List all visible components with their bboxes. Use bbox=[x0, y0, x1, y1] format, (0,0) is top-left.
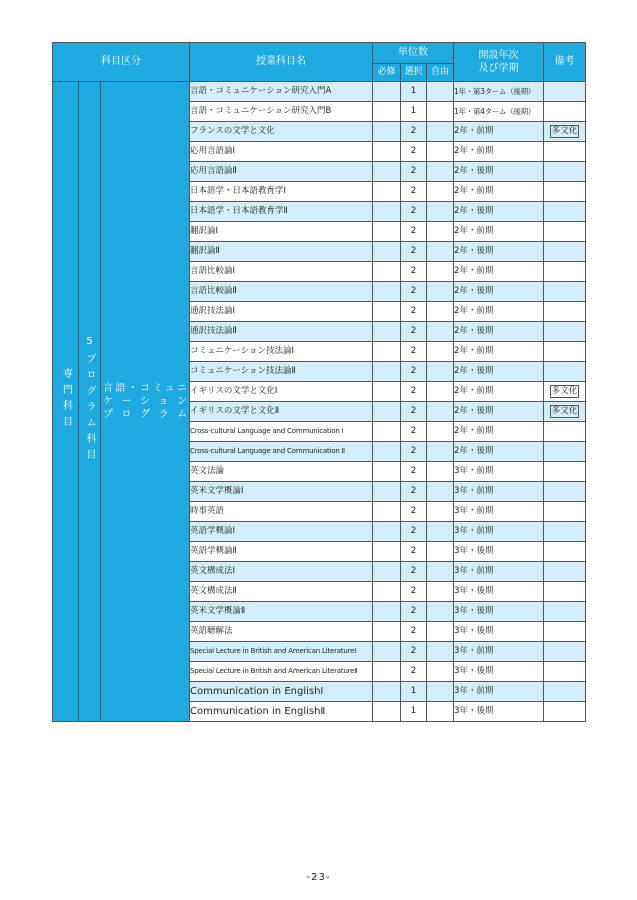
course-name: 言語・コミュニケーション研究入門B bbox=[190, 102, 373, 122]
credits-free bbox=[427, 242, 454, 262]
note-cell bbox=[544, 202, 586, 222]
credits-free bbox=[427, 182, 454, 202]
credits-free bbox=[427, 422, 454, 442]
credits-elective: 2 bbox=[401, 602, 427, 622]
year-term: 2年・後期 bbox=[454, 442, 544, 462]
credits-free bbox=[427, 142, 454, 162]
credits-free bbox=[427, 262, 454, 282]
note-cell bbox=[544, 442, 586, 462]
credits-elective: 2 bbox=[401, 142, 427, 162]
course-name: 言語・コミュニケーション研究入門A bbox=[190, 82, 373, 102]
course-name: フランスの文学と文化 bbox=[190, 122, 373, 142]
course-name: 英文法論 bbox=[190, 462, 373, 482]
course-name: 通訳技法論Ⅱ bbox=[190, 322, 373, 342]
course-name: 応用言語論Ⅰ bbox=[190, 142, 373, 162]
course-name: 英語学概論Ⅰ bbox=[190, 522, 373, 542]
course-name: 通訳技法論Ⅰ bbox=[190, 302, 373, 322]
course-name: 翻訳論Ⅰ bbox=[190, 222, 373, 242]
credits-elective: 1 bbox=[401, 682, 427, 702]
year-term: 3年・後期 bbox=[454, 582, 544, 602]
credits-elective: 2 bbox=[401, 502, 427, 522]
credits-required bbox=[373, 502, 401, 522]
program-name-line: プログラム bbox=[103, 409, 188, 420]
credits-free bbox=[427, 302, 454, 322]
credits-required bbox=[373, 602, 401, 622]
credits-free bbox=[427, 602, 454, 622]
multicultural-tag: 多文化 bbox=[551, 126, 578, 137]
course-name: Communication in EnglishⅡ bbox=[190, 702, 373, 722]
note-cell bbox=[544, 622, 586, 642]
credits-free bbox=[427, 542, 454, 562]
note-cell bbox=[544, 662, 586, 682]
credits-elective: 2 bbox=[401, 662, 427, 682]
curriculum-table bbox=[52, 42, 586, 722]
course-name: コミュニケーション技法論Ⅰ bbox=[190, 342, 373, 362]
course-name: 言語比較論Ⅰ bbox=[190, 262, 373, 282]
credits-elective: 2 bbox=[401, 242, 427, 262]
credits-elective: 2 bbox=[401, 322, 427, 342]
note-cell bbox=[544, 462, 586, 482]
credits-elective: 2 bbox=[401, 442, 427, 462]
note-cell bbox=[544, 422, 586, 442]
credits-required bbox=[373, 542, 401, 562]
year-term: 3年・前期 bbox=[454, 462, 544, 482]
note-cell bbox=[544, 182, 586, 202]
year-term: 2年・後期 bbox=[454, 362, 544, 382]
credits-required bbox=[373, 702, 401, 722]
credits-free bbox=[427, 582, 454, 602]
course-name: 言語比較論Ⅱ bbox=[190, 282, 373, 302]
note-cell bbox=[544, 702, 586, 722]
note-cell bbox=[544, 602, 586, 622]
year-term: 1年・第4ターム（後期） bbox=[454, 102, 544, 122]
credits-free bbox=[427, 82, 454, 102]
credits-free bbox=[427, 682, 454, 702]
note-cell bbox=[544, 282, 586, 302]
year-term: 3年・後期 bbox=[454, 662, 544, 682]
note-cell bbox=[544, 382, 586, 402]
note-cell bbox=[544, 82, 586, 102]
header-year-term-line1: 開設年次 bbox=[478, 49, 519, 61]
credits-elective: 2 bbox=[401, 402, 427, 422]
credits-required bbox=[373, 302, 401, 322]
credits-elective: 2 bbox=[401, 162, 427, 182]
course-name: Special Lecture in British and American LiteratureⅠ bbox=[190, 642, 373, 662]
credits-required bbox=[373, 102, 401, 122]
category-main-label: 専門科目 bbox=[60, 368, 72, 432]
header-elective: 選択 bbox=[401, 64, 427, 82]
credits-elective: 2 bbox=[401, 642, 427, 662]
credits-free bbox=[427, 642, 454, 662]
year-term: 2年・前期 bbox=[454, 182, 544, 202]
credits-required bbox=[373, 222, 401, 242]
credits-elective: 2 bbox=[401, 422, 427, 442]
credits-required bbox=[373, 162, 401, 182]
credits-required bbox=[373, 82, 401, 102]
note-cell bbox=[544, 642, 586, 662]
year-term: 2年・前期 bbox=[454, 222, 544, 242]
year-term: 2年・後期 bbox=[454, 162, 544, 182]
credits-required bbox=[373, 622, 401, 642]
course-name: 日本語学・日本語教育学Ⅰ bbox=[190, 182, 373, 202]
year-term: 3年・前期 bbox=[454, 642, 544, 662]
course-name: Communication in EnglishⅠ bbox=[190, 682, 373, 702]
credits-free bbox=[427, 162, 454, 182]
credits-required bbox=[373, 382, 401, 402]
multicultural-tag: 多文化 bbox=[551, 386, 578, 397]
category-sub-label: 5プログラム科目 bbox=[84, 335, 95, 465]
course-name: 英文構成法Ⅱ bbox=[190, 582, 373, 602]
course-name: 英文構成法Ⅰ bbox=[190, 562, 373, 582]
credits-elective: 2 bbox=[401, 302, 427, 322]
credits-free bbox=[427, 482, 454, 502]
year-term: 3年・後期 bbox=[454, 602, 544, 622]
program-name-line: 言語・コミュニ bbox=[103, 383, 188, 394]
credits-elective: 2 bbox=[401, 462, 427, 482]
credits-elective: 2 bbox=[401, 342, 427, 362]
note-cell bbox=[544, 502, 586, 522]
credits-elective: 2 bbox=[401, 522, 427, 542]
credits-free bbox=[427, 402, 454, 422]
note-cell bbox=[544, 142, 586, 162]
year-term: 3年・前期 bbox=[454, 682, 544, 702]
year-term: 2年・後期 bbox=[454, 282, 544, 302]
note-cell bbox=[544, 542, 586, 562]
credits-required bbox=[373, 402, 401, 422]
year-term: 2年・前期 bbox=[454, 302, 544, 322]
note-cell bbox=[544, 162, 586, 182]
note-cell bbox=[544, 402, 586, 422]
credits-free bbox=[427, 202, 454, 222]
note-cell bbox=[544, 682, 586, 702]
credits-required bbox=[373, 122, 401, 142]
credits-free bbox=[427, 322, 454, 342]
header-year-term bbox=[454, 43, 544, 82]
course-name: イギリスの文学と文化Ⅰ bbox=[190, 382, 373, 402]
year-term: 2年・後期 bbox=[454, 242, 544, 262]
course-name: 英米文学概論Ⅱ bbox=[190, 602, 373, 622]
course-name: Special Lecture in British and American LiteratureⅡ bbox=[190, 662, 373, 682]
year-term: 2年・後期 bbox=[454, 402, 544, 422]
credits-free bbox=[427, 522, 454, 542]
course-name: 日本語学・日本語教育学Ⅱ bbox=[190, 202, 373, 222]
credits-elective: 2 bbox=[401, 262, 427, 282]
credits-required bbox=[373, 262, 401, 282]
course-name: 英米文学概論Ⅰ bbox=[190, 482, 373, 502]
credits-required bbox=[373, 282, 401, 302]
credits-free bbox=[427, 342, 454, 362]
year-term: 2年・後期 bbox=[454, 322, 544, 342]
year-term: 2年・前期 bbox=[454, 122, 544, 142]
header-free: 自由 bbox=[427, 64, 454, 82]
note-cell bbox=[544, 122, 586, 142]
category-main bbox=[53, 82, 79, 722]
credits-free bbox=[427, 362, 454, 382]
course-name: Cross-cultural Language and Communication Ⅰ bbox=[190, 422, 373, 442]
course-name: 英語聴解法 bbox=[190, 622, 373, 642]
note-cell bbox=[544, 562, 586, 582]
credits-required bbox=[373, 442, 401, 462]
credits-free bbox=[427, 382, 454, 402]
credits-free bbox=[427, 662, 454, 682]
credits-required bbox=[373, 322, 401, 342]
note-cell bbox=[544, 342, 586, 362]
course-name: 応用言語論Ⅱ bbox=[190, 162, 373, 182]
credits-required bbox=[373, 562, 401, 582]
note-cell bbox=[544, 362, 586, 382]
credits-required bbox=[373, 522, 401, 542]
credits-free bbox=[427, 282, 454, 302]
note-cell bbox=[544, 262, 586, 282]
course-name: 翻訳論Ⅱ bbox=[190, 242, 373, 262]
year-term: 3年・後期 bbox=[454, 542, 544, 562]
header-year-term-line2: 及び学期 bbox=[478, 62, 519, 74]
note-cell bbox=[544, 482, 586, 502]
credits-required bbox=[373, 682, 401, 702]
header-required: 必修 bbox=[373, 64, 401, 82]
year-term: 3年・前期 bbox=[454, 502, 544, 522]
credits-elective: 2 bbox=[401, 382, 427, 402]
year-term: 1年・第3ターム（後期） bbox=[454, 82, 544, 102]
year-term: 2年・後期 bbox=[454, 202, 544, 222]
header-course-name: 授業科目名 bbox=[190, 43, 373, 82]
credits-elective: 2 bbox=[401, 202, 427, 222]
note-cell bbox=[544, 582, 586, 602]
course-name: 英語学概論Ⅱ bbox=[190, 542, 373, 562]
year-term: 2年・前期 bbox=[454, 262, 544, 282]
multicultural-tag: 多文化 bbox=[551, 406, 578, 417]
course-list bbox=[53, 82, 586, 722]
credits-required bbox=[373, 202, 401, 222]
credits-free bbox=[427, 462, 454, 482]
credits-required bbox=[373, 362, 401, 382]
credits-elective: 1 bbox=[401, 702, 427, 722]
credits-required bbox=[373, 582, 401, 602]
year-term: 3年・前期 bbox=[454, 482, 544, 502]
course-name: 時事英語 bbox=[190, 502, 373, 522]
program-name-line: ケーション bbox=[103, 396, 188, 407]
category-sub bbox=[79, 82, 101, 722]
year-term: 2年・前期 bbox=[454, 422, 544, 442]
year-term: 2年・前期 bbox=[454, 342, 544, 362]
year-term: 3年・後期 bbox=[454, 702, 544, 722]
credits-required bbox=[373, 662, 401, 682]
year-term: 3年・前期 bbox=[454, 522, 544, 542]
course-name: Cross-cultural Language and Communication Ⅱ bbox=[190, 442, 373, 462]
credits-free bbox=[427, 442, 454, 462]
credits-free bbox=[427, 222, 454, 242]
credits-free bbox=[427, 622, 454, 642]
credits-free bbox=[427, 702, 454, 722]
year-term: 3年・後期 bbox=[454, 622, 544, 642]
table-row bbox=[53, 82, 586, 102]
credits-elective: 1 bbox=[401, 82, 427, 102]
year-term: 3年・前期 bbox=[454, 562, 544, 582]
credits-required bbox=[373, 142, 401, 162]
credits-required bbox=[373, 422, 401, 442]
credits-elective: 2 bbox=[401, 542, 427, 562]
note-cell bbox=[544, 242, 586, 262]
note-cell bbox=[544, 102, 586, 122]
credits-elective: 2 bbox=[401, 282, 427, 302]
page-number: -23- bbox=[306, 872, 331, 883]
year-term: 2年・前期 bbox=[454, 142, 544, 162]
header-category: 科目区分 bbox=[53, 43, 190, 82]
note-cell bbox=[544, 322, 586, 342]
note-cell bbox=[544, 302, 586, 322]
credits-elective: 2 bbox=[401, 122, 427, 142]
credits-elective: 2 bbox=[401, 222, 427, 242]
credits-required bbox=[373, 642, 401, 662]
credits-elective: 1 bbox=[401, 102, 427, 122]
credits-required bbox=[373, 242, 401, 262]
credits-elective: 2 bbox=[401, 582, 427, 602]
note-cell bbox=[544, 222, 586, 242]
note-cell bbox=[544, 522, 586, 542]
credits-elective: 2 bbox=[401, 362, 427, 382]
program-name bbox=[101, 82, 190, 722]
credits-free bbox=[427, 502, 454, 522]
course-name: イギリスの文学と文化Ⅱ bbox=[190, 402, 373, 422]
header-credits: 単位数 bbox=[373, 43, 454, 64]
credits-required bbox=[373, 462, 401, 482]
credits-free bbox=[427, 102, 454, 122]
header-notes: 備考 bbox=[544, 43, 586, 82]
credits-required bbox=[373, 342, 401, 362]
credits-free bbox=[427, 562, 454, 582]
credits-required bbox=[373, 182, 401, 202]
credits-elective: 2 bbox=[401, 482, 427, 502]
credits-free bbox=[427, 122, 454, 142]
credits-required bbox=[373, 482, 401, 502]
course-name: コミュニケーション技法論Ⅱ bbox=[190, 362, 373, 382]
year-term: 2年・前期 bbox=[454, 382, 544, 402]
credits-elective: 2 bbox=[401, 562, 427, 582]
credits-elective: 2 bbox=[401, 182, 427, 202]
credits-elective: 2 bbox=[401, 622, 427, 642]
